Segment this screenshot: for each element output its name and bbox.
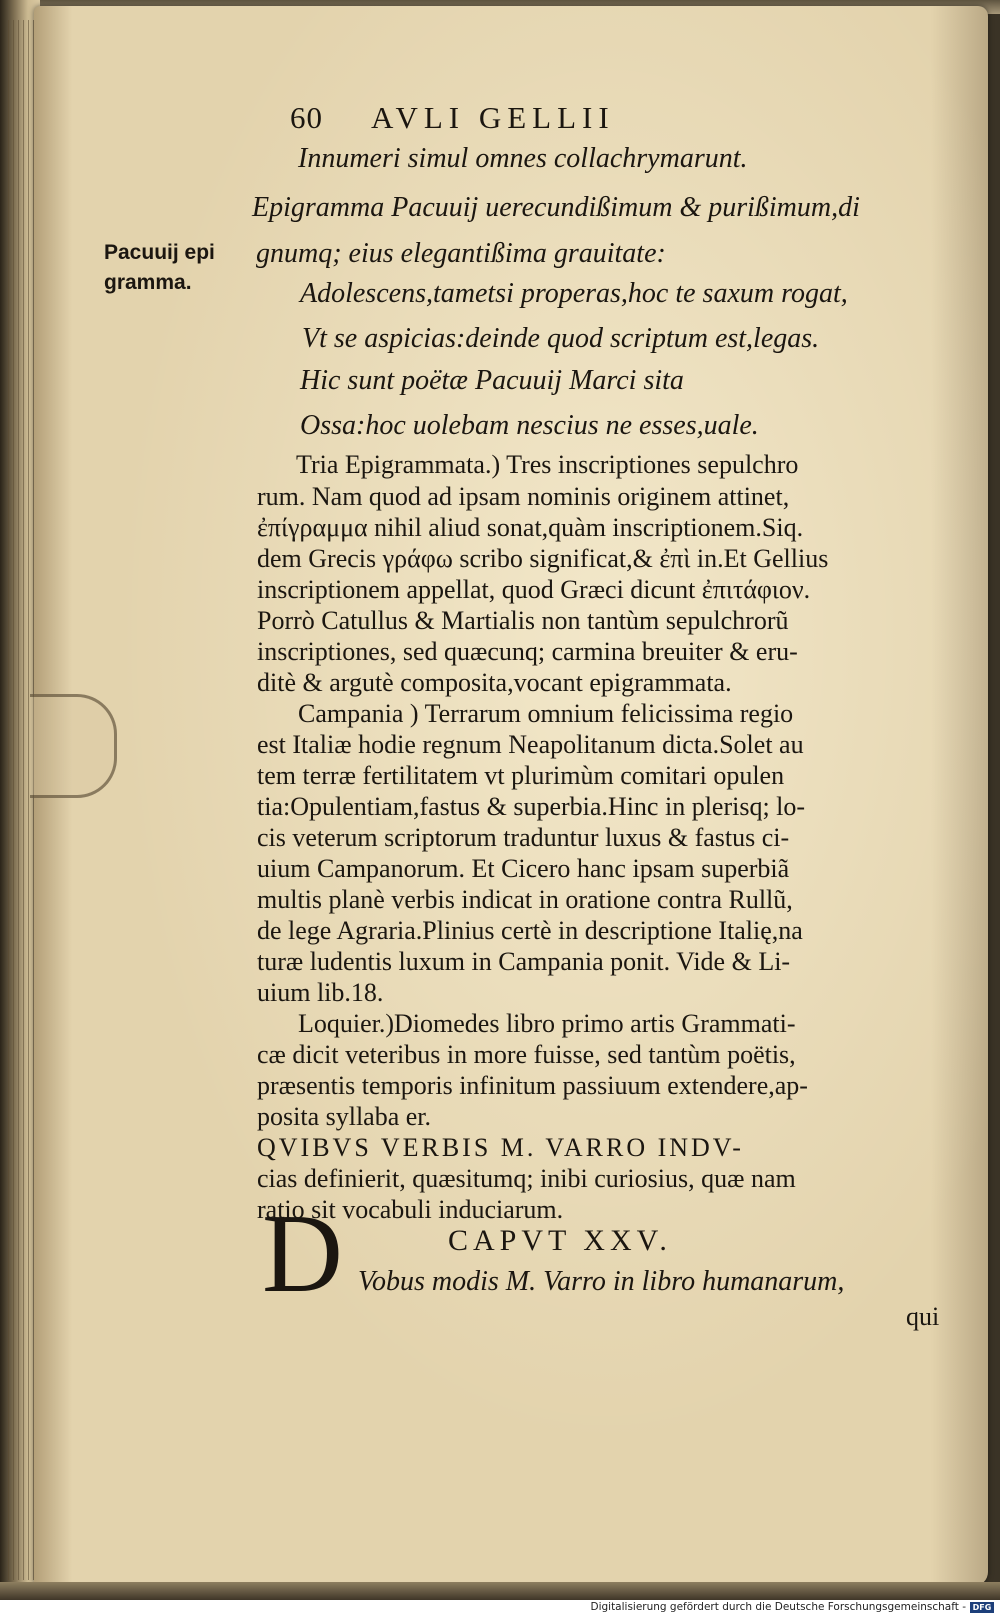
text-line: Tria Epigrammata.) Tres inscriptiones sepulchro [296, 450, 799, 479]
text-line: rum. Nam quod ad ipsam nominis originem attinet, [257, 482, 790, 511]
bottom-book-edge [0, 1582, 1000, 1600]
chapter-summary-line: ratio sit vocabuli induciarum. [257, 1195, 564, 1224]
running-head [290, 100, 615, 136]
text-line: tia:Opulentiam,fastus & superbia.Hinc in plerisq; lo- [257, 792, 806, 821]
text-line: Innumeri simul omnes collachrymarunt. [298, 143, 748, 174]
page-edges [8, 20, 34, 1580]
verse-line: Ossa:hoc uolebam nescius ne esses,uale. [300, 410, 759, 441]
text-line: inscriptionem appellat, quod Græci dicunt ἐπιτάφιον. [257, 575, 811, 604]
text-line: ἐπίγραμμα nihil aliud sonat,quàm inscriptionem.Siq. [257, 513, 804, 542]
text-line: ditè & argutè composita,vocant epigrammata. [257, 668, 732, 697]
text-line: de lege Agraria.Plinius certè in descriptione Italię,na [257, 916, 803, 945]
text-line: turæ ludentis luxum in Campania ponit. Vide & Li- [257, 947, 791, 976]
chapter-summary-line: QVIBVS VERBIS M. VARRO INDV- [257, 1133, 744, 1162]
verse-line: Adolescens,tametsi properas,hoc te saxum rogat, [300, 278, 848, 309]
text-line: gnumq; eius elegantißima grauitate: [256, 238, 666, 269]
text-line: Epigramma Pacuuij uerecundißimum & purißimum,di [252, 192, 860, 223]
text-line: multis planè verbis indicat in oratione contra Rullũ, [257, 885, 793, 914]
running-title: AVLI GELLII [371, 100, 615, 135]
text-line: Porrò Catullus & Martialis non tantùm sepulchrorũ [257, 606, 789, 635]
margin-note-line: Pacuuij epi [104, 241, 215, 264]
text-line: cis veterum scriptorum traduntur luxus & fastus ci- [257, 823, 790, 852]
chapter-summary-line: cias definierit, quæsitumq; inibi curiosius, quæ nam [257, 1164, 796, 1193]
text-line: posita syllaba er. [257, 1102, 432, 1131]
margin-note-line: gramma. [104, 271, 192, 294]
digitization-credit: Digitalisierung gefördert durch die Deutsche Forschungsgemeinschaft - [590, 1601, 966, 1613]
page-tab-marker [30, 694, 117, 798]
text-line: Loquier.)Diomedes libro primo artis Grammati- [298, 1009, 796, 1038]
drop-cap: D [262, 1192, 343, 1316]
text-line: inscriptiones, sed quæcunq; carmina breuiter & eru- [257, 637, 798, 666]
text-line: cæ dicit veteribus in more fuisse, sed tantùm poëtis, [257, 1040, 796, 1069]
chapter-heading: CAPVT XXV. [448, 1224, 672, 1257]
text-line: tem terræ fertilitatem vt plurimùm comitari opulen [257, 761, 785, 790]
verse-line: Vt se aspicias:deinde quod scriptum est,legas. [302, 323, 820, 354]
catchword: qui [906, 1302, 940, 1331]
text-line: uium Campanorum. Et Cicero hanc ipsam superbiã [257, 854, 790, 883]
dfg-logo: DFG [970, 1602, 994, 1613]
margin-note [104, 238, 215, 298]
text-line: Campania ) Terrarum omnium felicissima regio [298, 699, 794, 728]
page-number: 60 [290, 100, 323, 135]
verse-line: Hic sunt poëtæ Pacuuij Marci sita [300, 365, 684, 396]
text-line: dem Grecis γράφω scribo significat,& ἐπὶ in.Et Gellius [257, 544, 829, 573]
text-line: est Italiæ hodie regnum Neapolitanum dicta.Solet au [257, 730, 804, 759]
text-line: uium lib.18. [257, 978, 384, 1007]
text-line: præsentis temporis infinitum passiuum extendere,ap- [257, 1071, 808, 1100]
chapter-first-line: Vobus modis M. Varro in libro humanarum, [358, 1266, 845, 1297]
